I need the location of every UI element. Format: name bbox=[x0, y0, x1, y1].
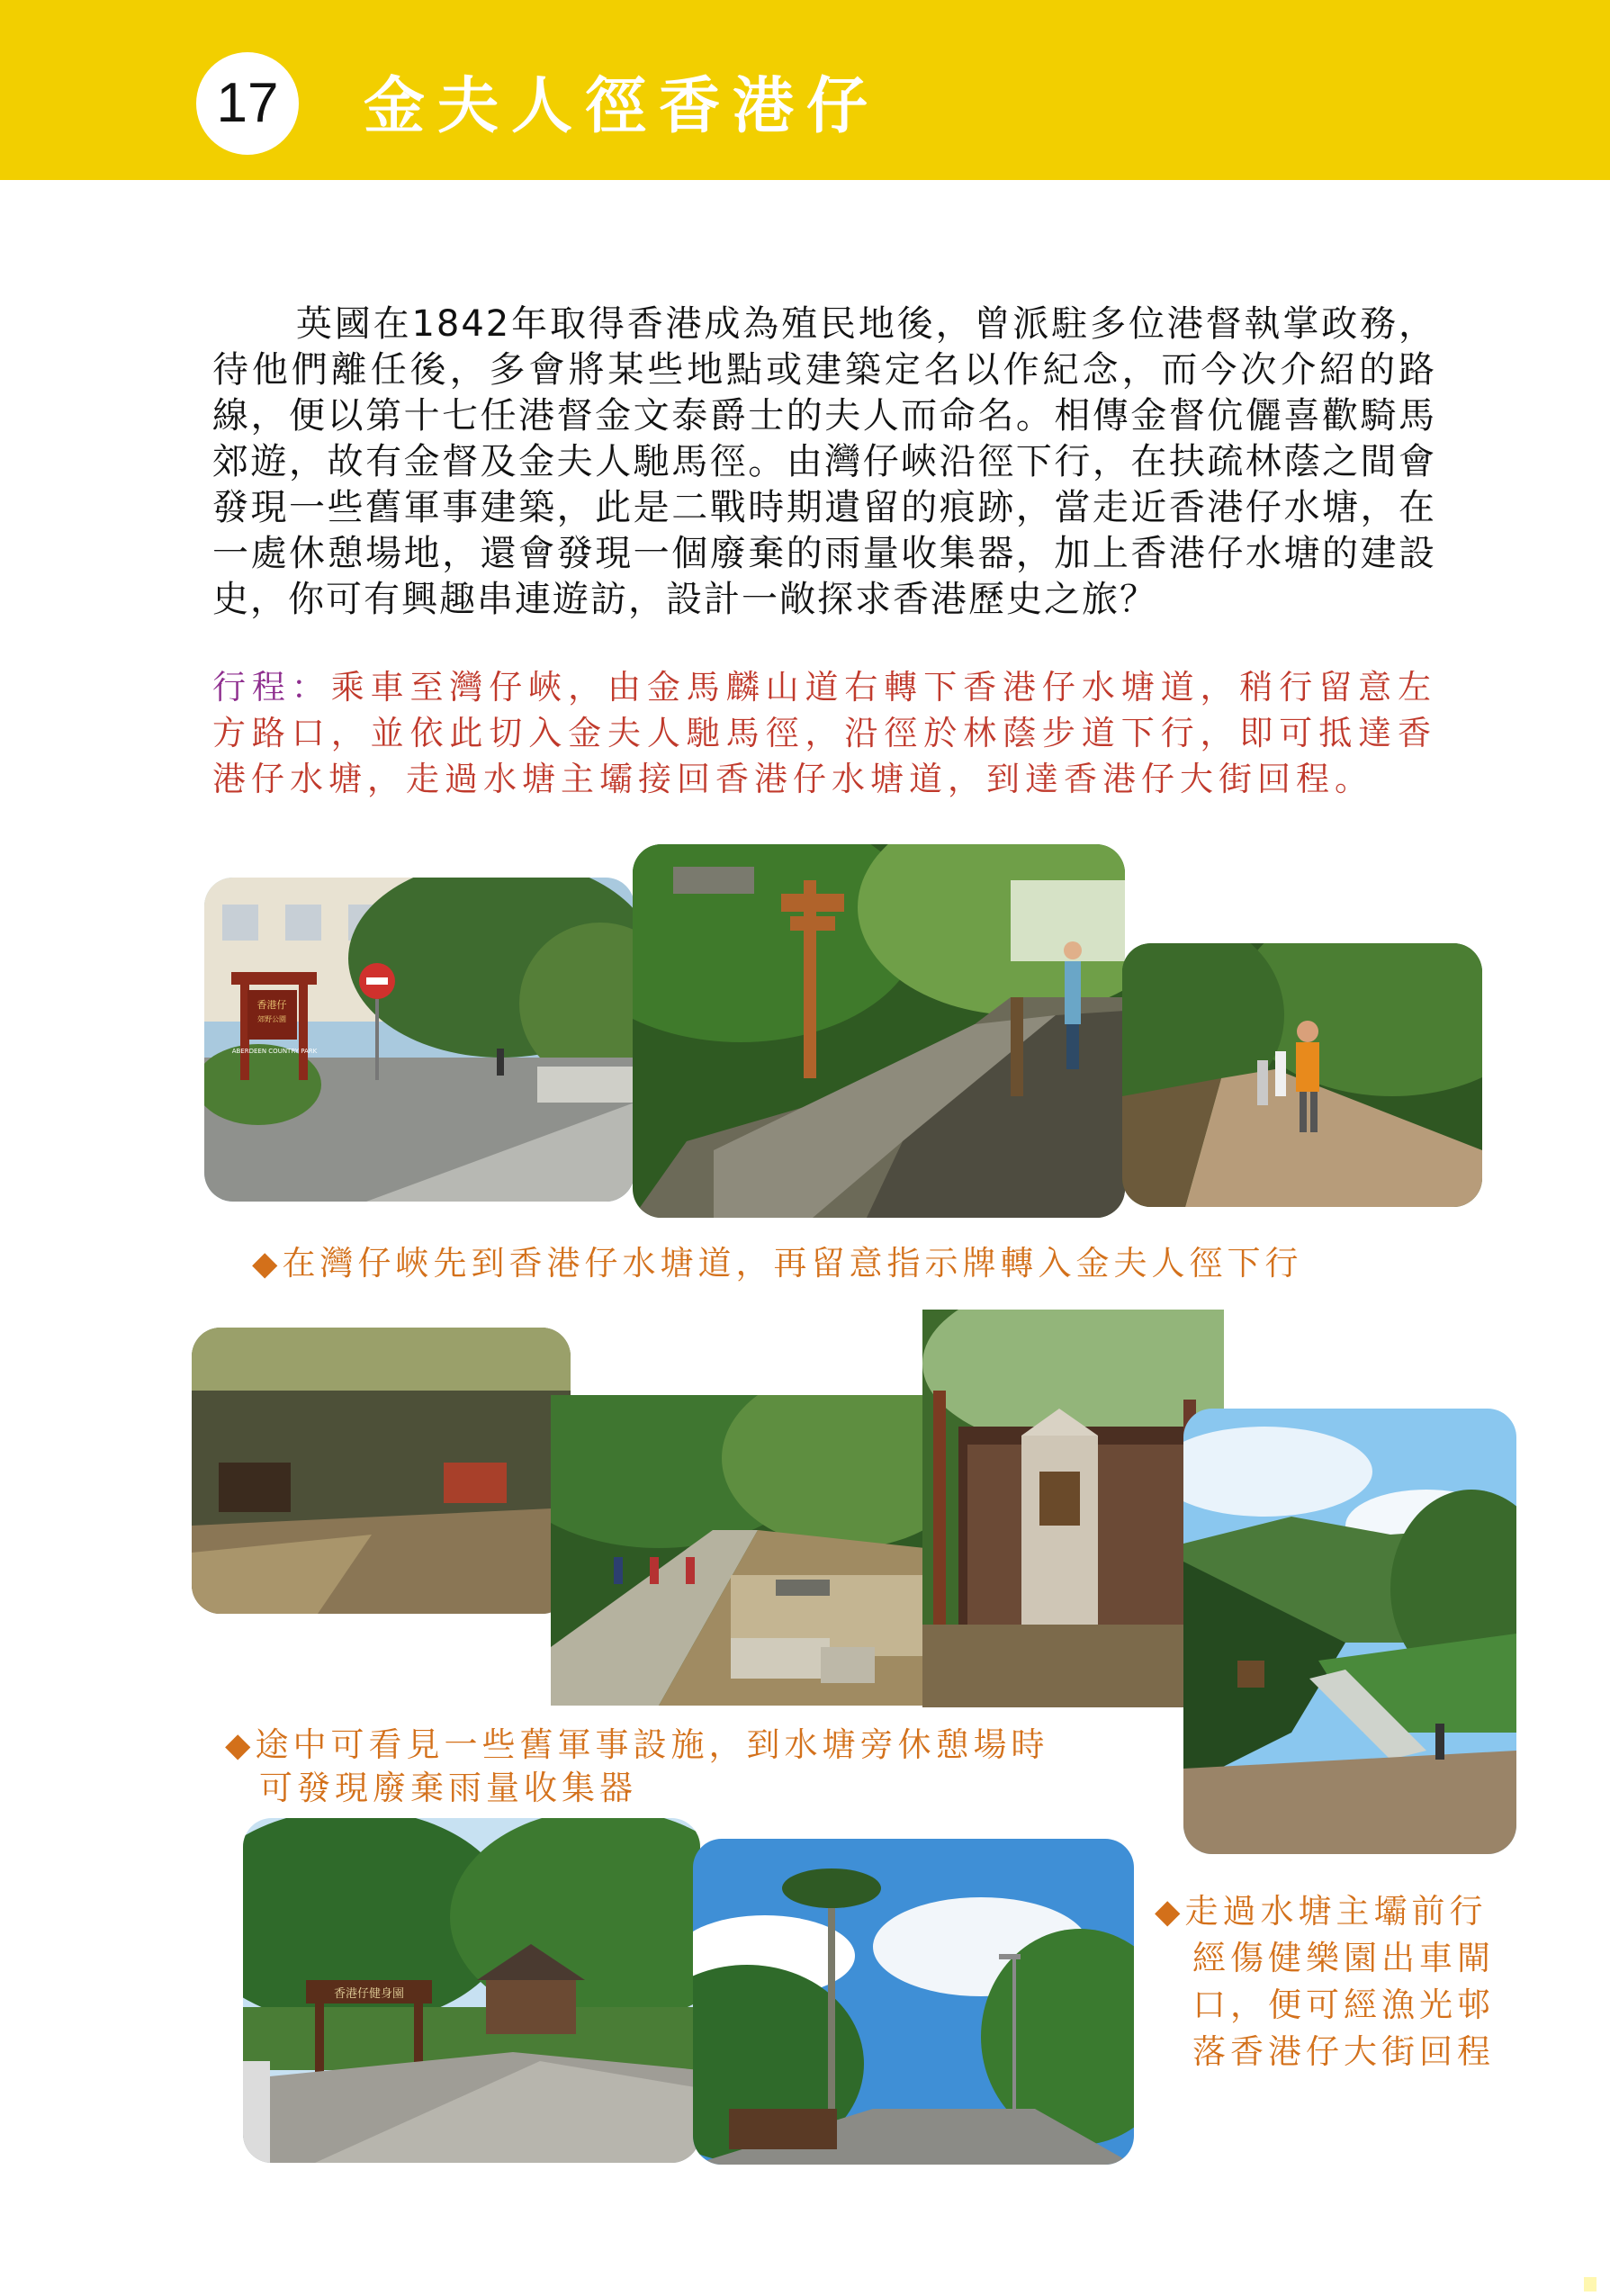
intro-text: 英國在1842年取得香港成為殖民地後，曾派駐多位港督執掌政務，待他們離任後，多會將某些地點或建築定名以作紀念，而今次介紹的路線，便以第十七任港督金文泰爵士的夫人而命名。相傳金督伉儷喜歡騎馬郊遊，故有金督及金夫人馳馬徑。由灣仔峽沿徑下行，在扶疏林蔭之間會發現一些舊軍事建築，此是二戰時期遺留的痕跡，當走近香港仔水塘，在一處休憩場地，還會發現一個廢棄的雨量收集器，加上香港仔水塘的建設史，你可有興趣串連遊訪，設計一敞探求香港歷史之旅？ bbox=[212, 303, 1436, 620]
photo-hikers-trail bbox=[1122, 943, 1482, 1207]
corner-mark bbox=[1584, 2277, 1597, 2291]
caption-1 bbox=[252, 1242, 1302, 1285]
park-sign-english: ABERDEEN COUNTRY PARK bbox=[231, 1048, 318, 1055]
caption-3-text-1: 走過水塘主壩前行 bbox=[1184, 1892, 1488, 1931]
intro-paragraph bbox=[212, 302, 1436, 623]
photo-rain-gauge bbox=[922, 1310, 1224, 1707]
caption-3-line-2: 經傷健樂園出車閘 bbox=[1192, 1939, 1495, 1977]
photo-rest-area bbox=[551, 1395, 925, 1706]
photo-military-bunker bbox=[192, 1328, 571, 1614]
diamond-icon: ◆ bbox=[1155, 1892, 1185, 1931]
caption-2-line-2: 可發現廢棄雨量收集器 bbox=[259, 1769, 637, 1807]
caption-3-line-4: 落香港仔大街回程 bbox=[1192, 2032, 1495, 2071]
photo-wan-chai-gap-road bbox=[204, 878, 634, 1202]
park-sign-chinese-2: 郊野公園 bbox=[257, 1015, 286, 1023]
photo-fitness-park bbox=[243, 1818, 700, 2163]
photo-palm-road bbox=[693, 1839, 1134, 2165]
caption-3-line-1 bbox=[1155, 1888, 1495, 1935]
park-sign-chinese: 香港仔 bbox=[256, 999, 287, 1011]
caption-1-text: 在灣仔峽先到香港仔水塘道，再留意指示牌轉入金夫人徑下行 bbox=[282, 1244, 1303, 1283]
caption-3-line-3: 口，便可經漁光邨 bbox=[1192, 1985, 1495, 2024]
caption-2-text-1: 途中可看見一些舊軍事設施，到水塘旁休憩場時 bbox=[255, 1725, 1049, 1764]
diamond-icon: ◆ bbox=[225, 1725, 256, 1764]
photo-reservoir-dam bbox=[1183, 1409, 1516, 1854]
caption-3 bbox=[1155, 1888, 1495, 2075]
caption-2-line-1 bbox=[225, 1724, 1048, 1767]
page-title: 金夫人徑香港仔 bbox=[364, 70, 881, 142]
diamond-icon: ◆ bbox=[252, 1244, 283, 1283]
caption-2 bbox=[225, 1724, 1048, 1810]
route-text: 乘車至灣仔峽，由金馬麟山道右轉下香港仔水塘道，稍行留意左方路口，並依此切入金夫人馳馬徑，沿徑於林蔭步道下行，即可抵達香港仔水塘，走過水塘主壩接回香港仔水塘道，到達香港仔大街回程。 bbox=[212, 668, 1437, 798]
photo-trail-signpost bbox=[633, 844, 1125, 1218]
header-banner bbox=[0, 0, 1610, 180]
route-description bbox=[212, 664, 1436, 802]
route-label: 行程： bbox=[212, 668, 331, 707]
fitness-park-sign: 香港仔健身園 bbox=[333, 1987, 405, 2001]
section-number-badge: 17 bbox=[196, 52, 299, 155]
